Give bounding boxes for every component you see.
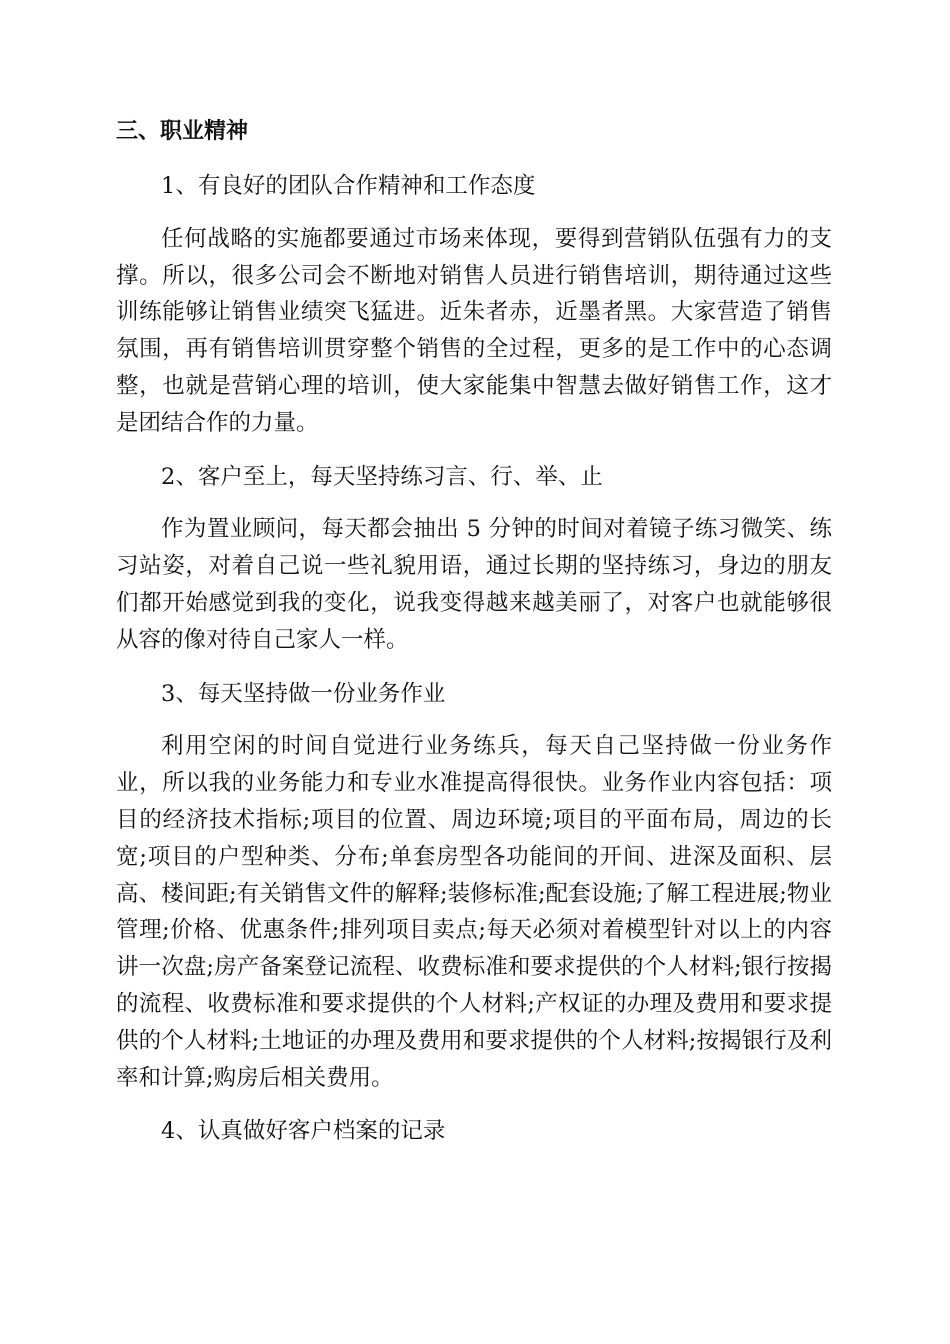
item-body-1: 任何战略的实施都要通过市场来体现，要得到营销队伍强有力的支撑。所以，很多公司会不断地对销售人员进行销售培训，期待通过这些训练能够让销售业绩突飞猛进。近朱者赤，近墨者黑。大家营造了销售氛围，再有销售培训贯穿整个销售的全过程，更多的是工作中的心态调整，也就是营销心理的培训，使大家能集中智慧去做好销售工作，这才是团结合作的力量。 [116,225,832,436]
item-heading-1: 1、有良好的团队合作精神和工作态度 [161,173,536,199]
document-page [116,114,832,1166]
item-heading-3: 3、每天坚持做一份业务作业 [161,680,446,707]
item-heading-2: 2、客户至上，每天坚持练习言、行、举、止 [161,463,603,490]
item-body-3: 利用空闲的时间自觉进行业务练兵，每天自己坚持做一份业务作业，所以我的业务能力和专业水准提高得很快。业务作业内容包括：项目的经济技术指标;项目的位置、周边环境;项目的平面布局，周边的长宽;项目的户型种类、分布;单套房型各功能间的开间、进深及面积、层高、楼间距;有关销售文件的解释;装修标准;配套设施;了解工程进展;物业管理;价格、优惠条件;排列项目卖点;每天必须对着模型针对以上的内容讲一次盘;房产备案登记流程、收费标准和要求提供的个人材料;银行按揭的流程、收费标准和要求提供的个人材料;产权证的办理及费用和要求提供的个人材料;土地证的办理及费用和要求提供的个人材料;按揭银行及利率和计算;购房后相关费用。 [116,733,832,1091]
item-body-2: 作为置业顾问，每天都会抽出 5 分钟的时间对着镜子练习微笑、练习站姿，对着自己说一些礼貌用语，通过长期的坚持练习，身边的朋友们都开始感觉到我的变化，说我变得越来越美丽了，对客户也就能够很从容的像对待自己家人一样。 [116,516,832,653]
section-title: 三、职业精神 [116,119,249,144]
item-heading-4: 4、认真做好客户档案的记录 [161,1118,446,1145]
